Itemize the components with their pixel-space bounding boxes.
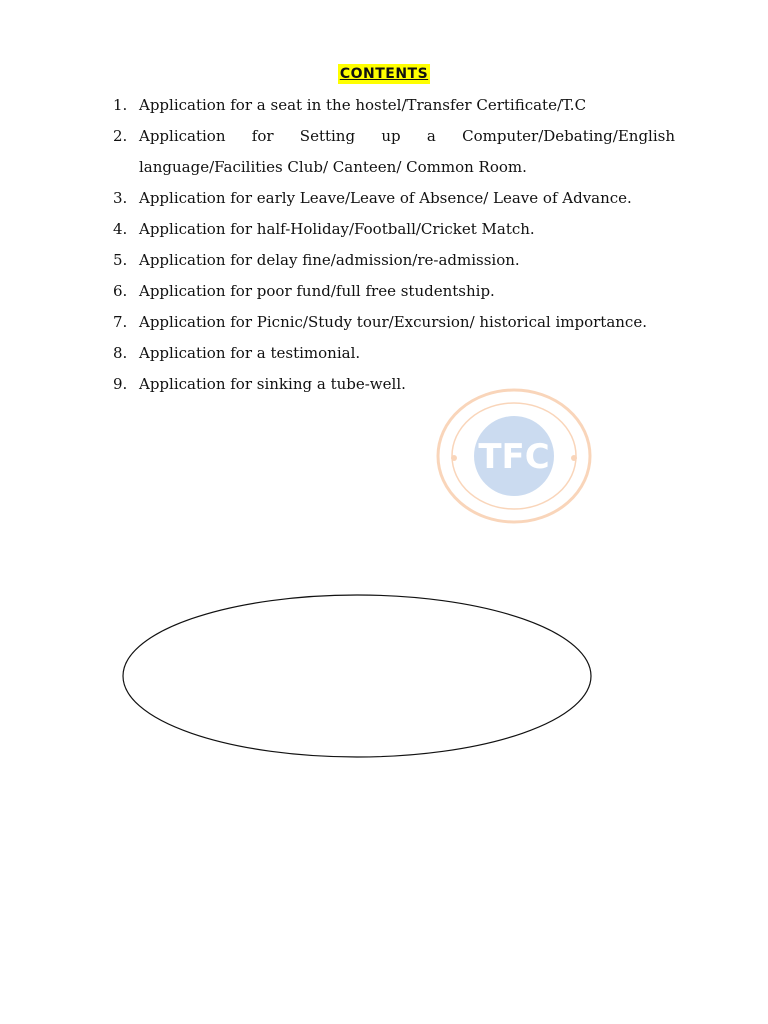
list-item [113,276,675,307]
stamp-star-right [571,455,577,461]
page-title: CONTENTS [339,66,429,82]
item-text: Application for sinking a tube-well. [139,375,406,393]
tfc-stamp-watermark [436,388,592,524]
item-text: Application for half-Holiday/Football/Cricket Match. [139,220,535,238]
list-item [113,121,675,183]
item-number: 7. [113,313,128,331]
list-item [113,245,675,276]
item-text: Application for poor fund/full free studentship. [139,282,495,300]
item-text: Application for Setting up a Computer/Debating/English language/Facilities Club/ Canteen/ Common Room. [139,127,675,176]
item-text: Application for delay fine/admission/re-admission. [139,251,520,269]
stamp-star-left [451,455,457,461]
item-number: 5. [113,251,128,269]
item-number: 1. [113,96,128,114]
empty-oval-frame [122,594,592,758]
oval-outline [123,595,591,757]
item-text: Application for a seat in the hostel/Transfer Certificate/T.C [139,96,587,114]
list-item [113,338,675,369]
contents-list [113,90,675,400]
list-item [113,90,675,121]
item-number: 2. [113,127,128,145]
item-text: Application for early Leave/Leave of Absence/ Leave of Advance. [139,189,632,207]
stamp-logo-text: TFC [478,437,550,477]
item-number: 9. [113,375,128,393]
item-text: Application for a testimonial. [139,344,361,362]
list-item [113,307,675,338]
item-number: 4. [113,220,128,238]
item-number: 6. [113,282,128,300]
list-item [113,183,675,214]
item-number: 8. [113,344,128,362]
item-text: Application for Picnic/Study tour/Excursion/ historical importance. [139,313,647,331]
list-item [113,214,675,245]
heading-wrap [0,63,768,84]
item-number: 3. [113,189,128,207]
